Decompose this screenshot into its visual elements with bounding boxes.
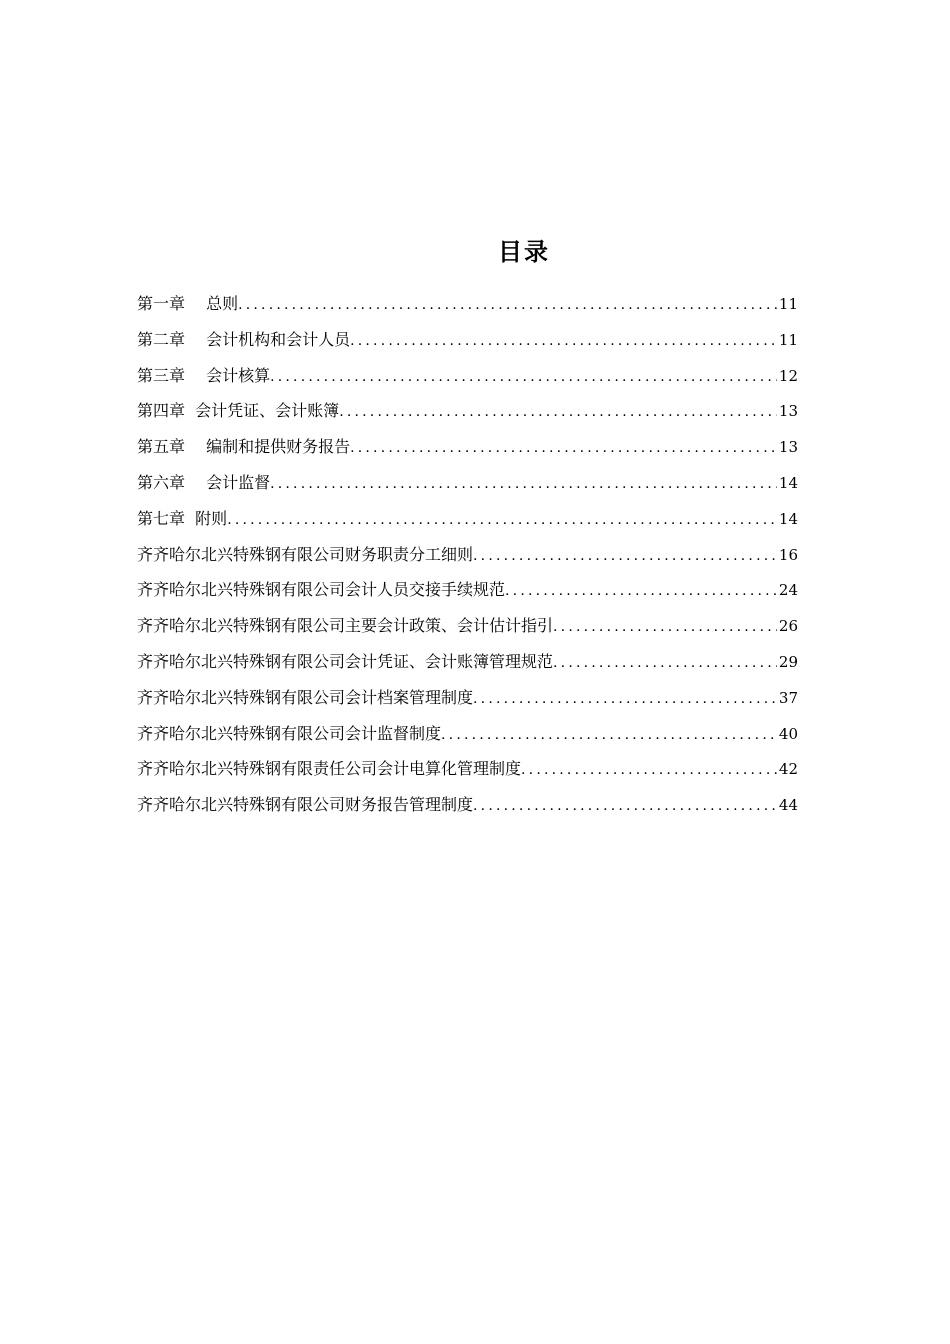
toc-leader-dots	[473, 682, 777, 718]
toc-entry-page: 11	[778, 330, 798, 349]
toc-leader-dots	[227, 503, 777, 539]
toc-entry-page: 24	[778, 581, 798, 600]
toc-entry-label: 齐齐哈尔北兴特殊钢有限公司财务职责分工细则	[137, 544, 474, 564]
toc-entry[interactable]	[137, 465, 798, 501]
toc-entry[interactable]	[137, 680, 798, 716]
toc-entry-label: 齐齐哈尔北兴特殊钢有限公司主要会计政策、会计估计指引	[137, 616, 554, 636]
toc-leader-dots	[441, 718, 777, 754]
toc-leader-dots	[521, 753, 777, 789]
toc-entry-page: 40	[778, 724, 798, 743]
toc-entry[interactable]	[137, 608, 798, 644]
toc-title: 目录	[498, 237, 550, 266]
toc-entry[interactable]	[137, 537, 798, 573]
toc-entry[interactable]	[137, 358, 798, 394]
toc-entry-label: 齐齐哈尔北兴特殊钢有限公司会计监督制度	[137, 723, 442, 743]
toc-entry-page: 42	[778, 760, 798, 779]
toc-leader-dots	[238, 288, 777, 324]
toc-list	[137, 286, 798, 823]
toc-entry-label: 第二章 会计机构和会计人员	[137, 329, 351, 349]
toc-entry-label: 齐齐哈尔北兴特殊钢有限公司会计人员交接手续规范	[137, 580, 506, 600]
toc-leader-dots	[350, 324, 777, 360]
toc-entry[interactable]	[137, 286, 798, 322]
toc-entry[interactable]	[137, 429, 798, 465]
toc-entry-label: 第三章 会计核算	[137, 365, 271, 385]
toc-entry-label: 齐齐哈尔北兴特殊钢有限公司会计凭证、会计账簿管理规范	[137, 651, 554, 671]
toc-entry[interactable]	[137, 716, 798, 752]
toc-leader-dots	[553, 610, 777, 646]
toc-leader-dots	[505, 574, 777, 610]
toc-entry-label: 齐齐哈尔北兴特殊钢有限公司会计档案管理制度	[137, 687, 474, 707]
toc-entry-label: 第一章 总则	[137, 294, 239, 313]
toc-entry-label: 齐齐哈尔北兴特殊钢有限公司财务报告管理制度	[137, 795, 474, 815]
toc-entry[interactable]	[137, 393, 798, 429]
toc-leader-dots	[473, 789, 777, 825]
toc-entry-page: 29	[778, 652, 798, 671]
toc-entry-page: 26	[778, 617, 798, 636]
toc-leader-dots	[339, 395, 777, 431]
toc-leader-dots	[350, 431, 777, 467]
toc-entry-page: 13	[778, 402, 798, 421]
toc-entry-page: 37	[778, 688, 798, 707]
toc-entry-label: 第七章 附则	[137, 508, 228, 528]
toc-leader-dots	[473, 539, 777, 575]
toc-entry-page: 14	[778, 473, 798, 492]
toc-entry-label: 第五章 编制和提供财务报告	[137, 437, 351, 457]
toc-entry-page: 12	[778, 366, 798, 385]
toc-entry-label: 齐齐哈尔北兴特殊钢有限责任公司会计电算化管理制度	[137, 759, 522, 779]
toc-entry-label: 第六章 会计监督	[137, 472, 271, 492]
toc-entry[interactable]	[137, 751, 798, 787]
toc-entry-label: 第四章 会计凭证、会计账簿	[137, 401, 340, 421]
toc-entry-page: 16	[778, 545, 798, 564]
toc-entry[interactable]	[137, 501, 798, 537]
toc-entry[interactable]	[137, 787, 798, 823]
toc-entry[interactable]	[137, 572, 798, 608]
toc-leader-dots	[270, 360, 777, 396]
toc-entry-page: 44	[778, 796, 798, 815]
toc-entry-page: 14	[778, 509, 798, 528]
toc-entry[interactable]	[137, 322, 798, 358]
toc-entry-page: 13	[778, 438, 798, 457]
toc-entry[interactable]	[137, 644, 798, 680]
toc-leader-dots	[553, 646, 777, 682]
toc-entry-page: 11	[778, 295, 798, 313]
toc-leader-dots	[270, 467, 777, 503]
